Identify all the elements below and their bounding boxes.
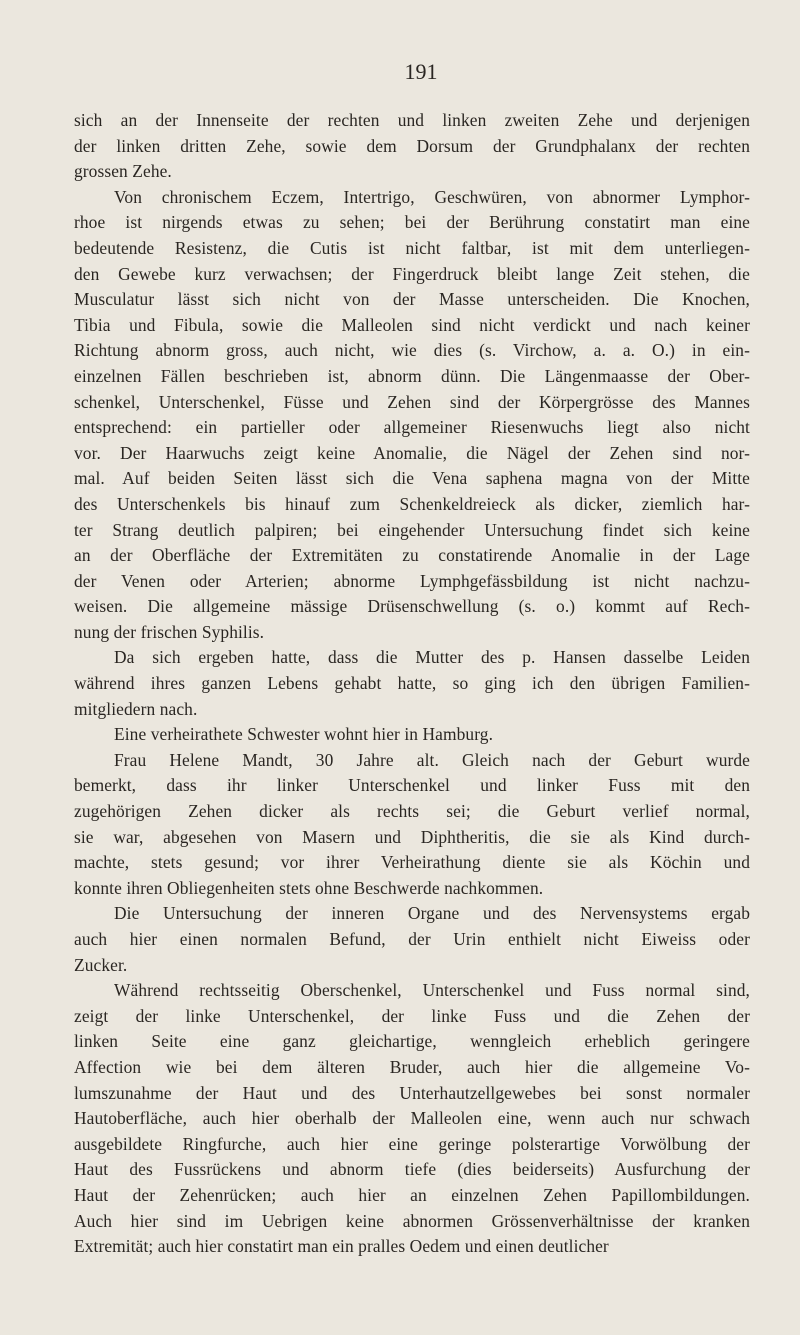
text-line: Extremität; auch hier constatirt man ein pralles Oedem und einen deutlicher bbox=[74, 1236, 609, 1257]
text-line: mal. Auf beiden Seiten lässt sich die Vena saphena magna von der Mitte bbox=[74, 468, 750, 489]
text-line: schenkel, Unterschenkel, Füsse und Zehen sind der Körpergrösse des Mannes bbox=[74, 391, 750, 412]
text-line: Frau Helene Mandt, 30 Jahre alt. Gleich nach der Geburt wurde bbox=[114, 749, 750, 770]
text-line: an der Oberfläche der Extremitäten zu constatirende Anomalie in der Lage bbox=[74, 545, 750, 566]
paragraph bbox=[74, 978, 750, 1260]
text-line: Richtung abnorm gross, auch nicht, wie dies (s. Virchow, a. a. O.) in ein- bbox=[74, 340, 750, 361]
text-line: den Gewebe kurz verwachsen; der Fingerdruck bleibt lange Zeit stehen, die bbox=[74, 263, 750, 284]
text-line: des Unterschenkels bis hinauf zum Schenkeldreieck als dicker, ziemlich har- bbox=[74, 493, 750, 514]
text-line: sich an der Innenseite der rechten und linken zweiten Zehe und derjenigen bbox=[74, 110, 750, 130]
text-line: grossen Zehe. bbox=[74, 161, 172, 182]
paragraph bbox=[74, 722, 750, 748]
text-line: Während rechtsseitig Oberschenkel, Unterschenkel und Fuss normal sind, bbox=[114, 980, 750, 1001]
text-line: machte, stets gesund; vor ihrer Verheirathung diente sie als Köchin und bbox=[74, 852, 750, 873]
page-body-text bbox=[74, 108, 750, 1260]
text-line: linken Seite eine ganz gleichartige, wenngleich erheblich geringere bbox=[74, 1031, 750, 1052]
text-line: konnte ihren Obliegenheiten stets ohne Beschwerde nachkommen. bbox=[74, 877, 544, 898]
text-line: sie war, abgesehen von Masern und Diphtheritis, die sie als Kind durch- bbox=[74, 826, 750, 847]
page-number: 191 bbox=[404, 59, 438, 84]
paragraph bbox=[74, 901, 750, 978]
paragraph bbox=[74, 185, 750, 646]
text-line: Affection wie bei dem älteren Bruder, auch hier die allgemeine Vo- bbox=[74, 1056, 750, 1077]
text-line: während ihres ganzen Lebens gehabt hatte, so ging ich den übrigen Familien- bbox=[74, 673, 750, 694]
text-line: Die Untersuchung der inneren Organe und des Nervensystems ergab bbox=[114, 903, 750, 924]
text-line: Hautoberfläche, auch hier oberhalb der Malleolen eine, wenn auch nur schwach bbox=[74, 1108, 750, 1129]
text-line: der linken dritten Zehe, sowie dem Dorsum der Grundphalanx der rechten bbox=[74, 135, 750, 156]
text-line: Zucker. bbox=[74, 954, 128, 975]
text-line: bemerkt, dass ihr linker Unterschenkel und linker Fuss mit den bbox=[74, 775, 750, 796]
paragraph bbox=[74, 108, 750, 185]
text-line: Tibia und Fibula, sowie die Malleolen sind nicht verdickt und nach keiner bbox=[74, 314, 750, 335]
text-line: zugehörigen Zehen dicker als rechts sei; die Geburt verlief normal, bbox=[74, 801, 750, 822]
text-line: nung der frischen Syphilis. bbox=[74, 621, 265, 642]
text-line: Musculatur lässt sich nicht von der Masse unterscheiden. Die Knochen, bbox=[74, 289, 750, 310]
text-line: weisen. Die allgemeine mässige Drüsenschwellung (s. o.) kommt auf Rech- bbox=[74, 596, 750, 617]
text-line: mitgliedern nach. bbox=[74, 698, 198, 719]
text-line: Da sich ergeben hatte, dass die Mutter des p. Hansen dasselbe Leiden bbox=[114, 647, 750, 668]
text-line: bedeutende Resistenz, die Cutis ist nicht faltbar, ist mit dem unterliegen- bbox=[74, 237, 750, 258]
text-line: vor. Der Haarwuchs zeigt keine Anomalie, die Nägel der Zehen sind nor- bbox=[74, 442, 750, 463]
text-line: zeigt der linke Unterschenkel, der linke Fuss und die Zehen der bbox=[74, 1005, 750, 1026]
text-line: auch hier einen normalen Befund, der Urin enthielt nicht Eiweiss oder bbox=[74, 929, 750, 949]
paragraph bbox=[74, 748, 750, 902]
text-line: Haut der Zehenrücken; auch hier an einzelnen Zehen Papillombildungen. bbox=[74, 1184, 750, 1205]
text-line: rhoe ist nirgends etwas zu sehen; bei der Berührung constatirt man eine bbox=[74, 212, 750, 233]
text-line: lumszunahme der Haut und des Unterhautzellgewebes bei sonst normaler bbox=[74, 1082, 750, 1103]
text-line: ausgebildete Ringfurche, auch hier eine geringe polsterartige Vorwölbung der bbox=[74, 1133, 750, 1154]
text-line: ter Strang deutlich palpiren; bei eingehender Untersuchung findet sich keine bbox=[74, 519, 750, 540]
text-line: entsprechend: ein partieller oder allgemeiner Riesenwuchs liegt also nicht bbox=[74, 417, 750, 438]
text-line: Eine verheirathete Schwester wohnt hier in Hamburg. bbox=[114, 724, 494, 745]
text-line: Auch hier sind im Uebrigen keine abnormen Grössenverhältnisse der kranken bbox=[74, 1210, 750, 1231]
text-line: der Venen oder Arterien; abnorme Lymphgefässbildung ist nicht nachzu- bbox=[74, 570, 750, 591]
text-line: Haut des Fussrückens und abnorm tiefe (dies beiderseits) Ausfurchung der bbox=[74, 1159, 750, 1180]
text-line: einzelnen Fällen beschrieben ist, abnorm dünn. Die Längenmaasse der Ober- bbox=[74, 365, 750, 386]
paragraph bbox=[74, 645, 750, 722]
text-line: Von chronischem Eczem, Intertrigo, Geschwüren, von abnormer Lymphor- bbox=[114, 186, 750, 207]
